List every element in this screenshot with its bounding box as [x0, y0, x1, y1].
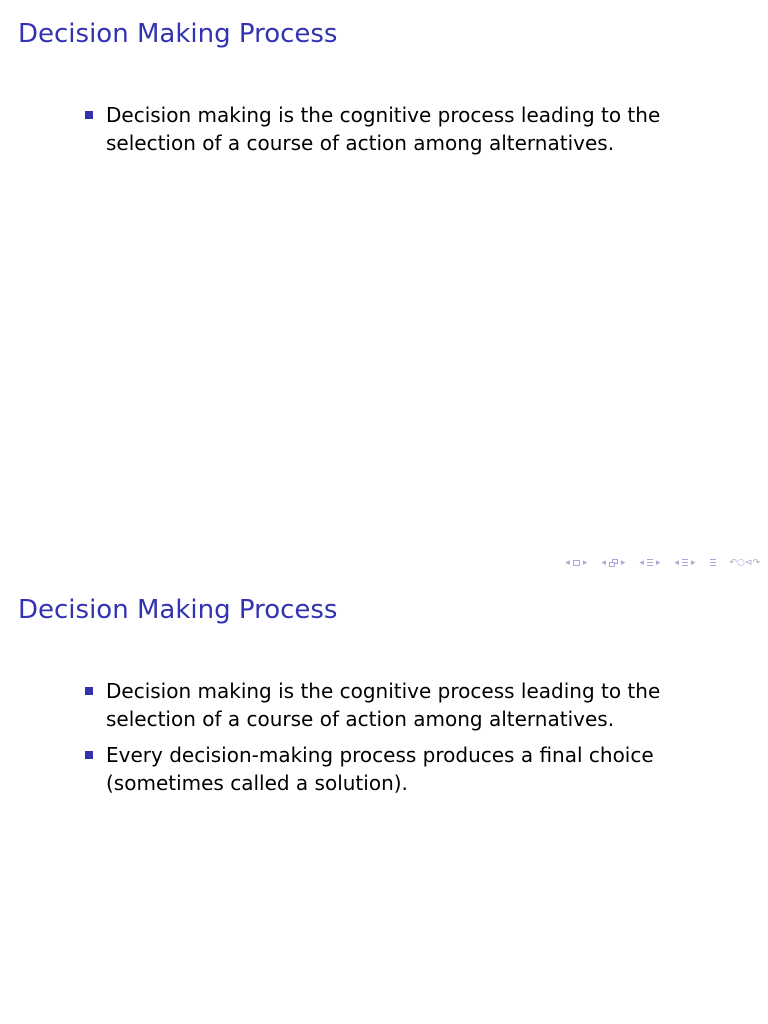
bullet-text: Every decision-making process produces a final choice (sometimes called a solution).: [106, 743, 654, 795]
prev-arrow-icon[interactable]: ◂: [674, 558, 679, 568]
square-bullet-icon: [85, 751, 93, 759]
prev-arrow-icon[interactable]: ◂: [639, 558, 644, 568]
bullet-text: Decision making is the cognitive process leading to the selection of a course of action among alternatives.: [106, 679, 661, 731]
square-bullet-icon: [85, 111, 93, 119]
slide-2: [0, 576, 768, 1024]
nav-subsection-icon[interactable]: [609, 559, 618, 567]
next-arrow-icon[interactable]: ▸: [582, 558, 588, 568]
next-arrow-icon[interactable]: ▸: [655, 558, 661, 568]
slide-title: Decision Making Process: [18, 19, 338, 49]
nav-frame-icon[interactable]: [573, 560, 580, 566]
next-arrow-icon[interactable]: ▸: [690, 558, 696, 568]
navigation-bar: [565, 555, 760, 571]
list-item: [84, 741, 664, 797]
bullet-text: Decision making is the cognitive process leading to the selection of a course of action among alternatives.: [106, 103, 661, 155]
nav-subsection-lines-icon[interactable]: [682, 559, 688, 567]
prev-arrow-icon[interactable]: ◂: [565, 558, 570, 568]
slide-title: Decision Making Process: [18, 595, 338, 625]
prev-arrow-icon[interactable]: ◂: [601, 558, 606, 568]
nav-search-icon[interactable]: ↶○⊲↷: [729, 558, 760, 568]
square-bullet-icon: [85, 687, 93, 695]
nav-document-icon[interactable]: [710, 559, 716, 567]
list-item: [84, 101, 664, 157]
next-arrow-icon[interactable]: ▸: [620, 558, 626, 568]
list-item: [84, 677, 664, 733]
nav-section-icon[interactable]: [647, 559, 653, 567]
bullet-list: [84, 677, 664, 805]
bullet-list: [84, 101, 664, 165]
